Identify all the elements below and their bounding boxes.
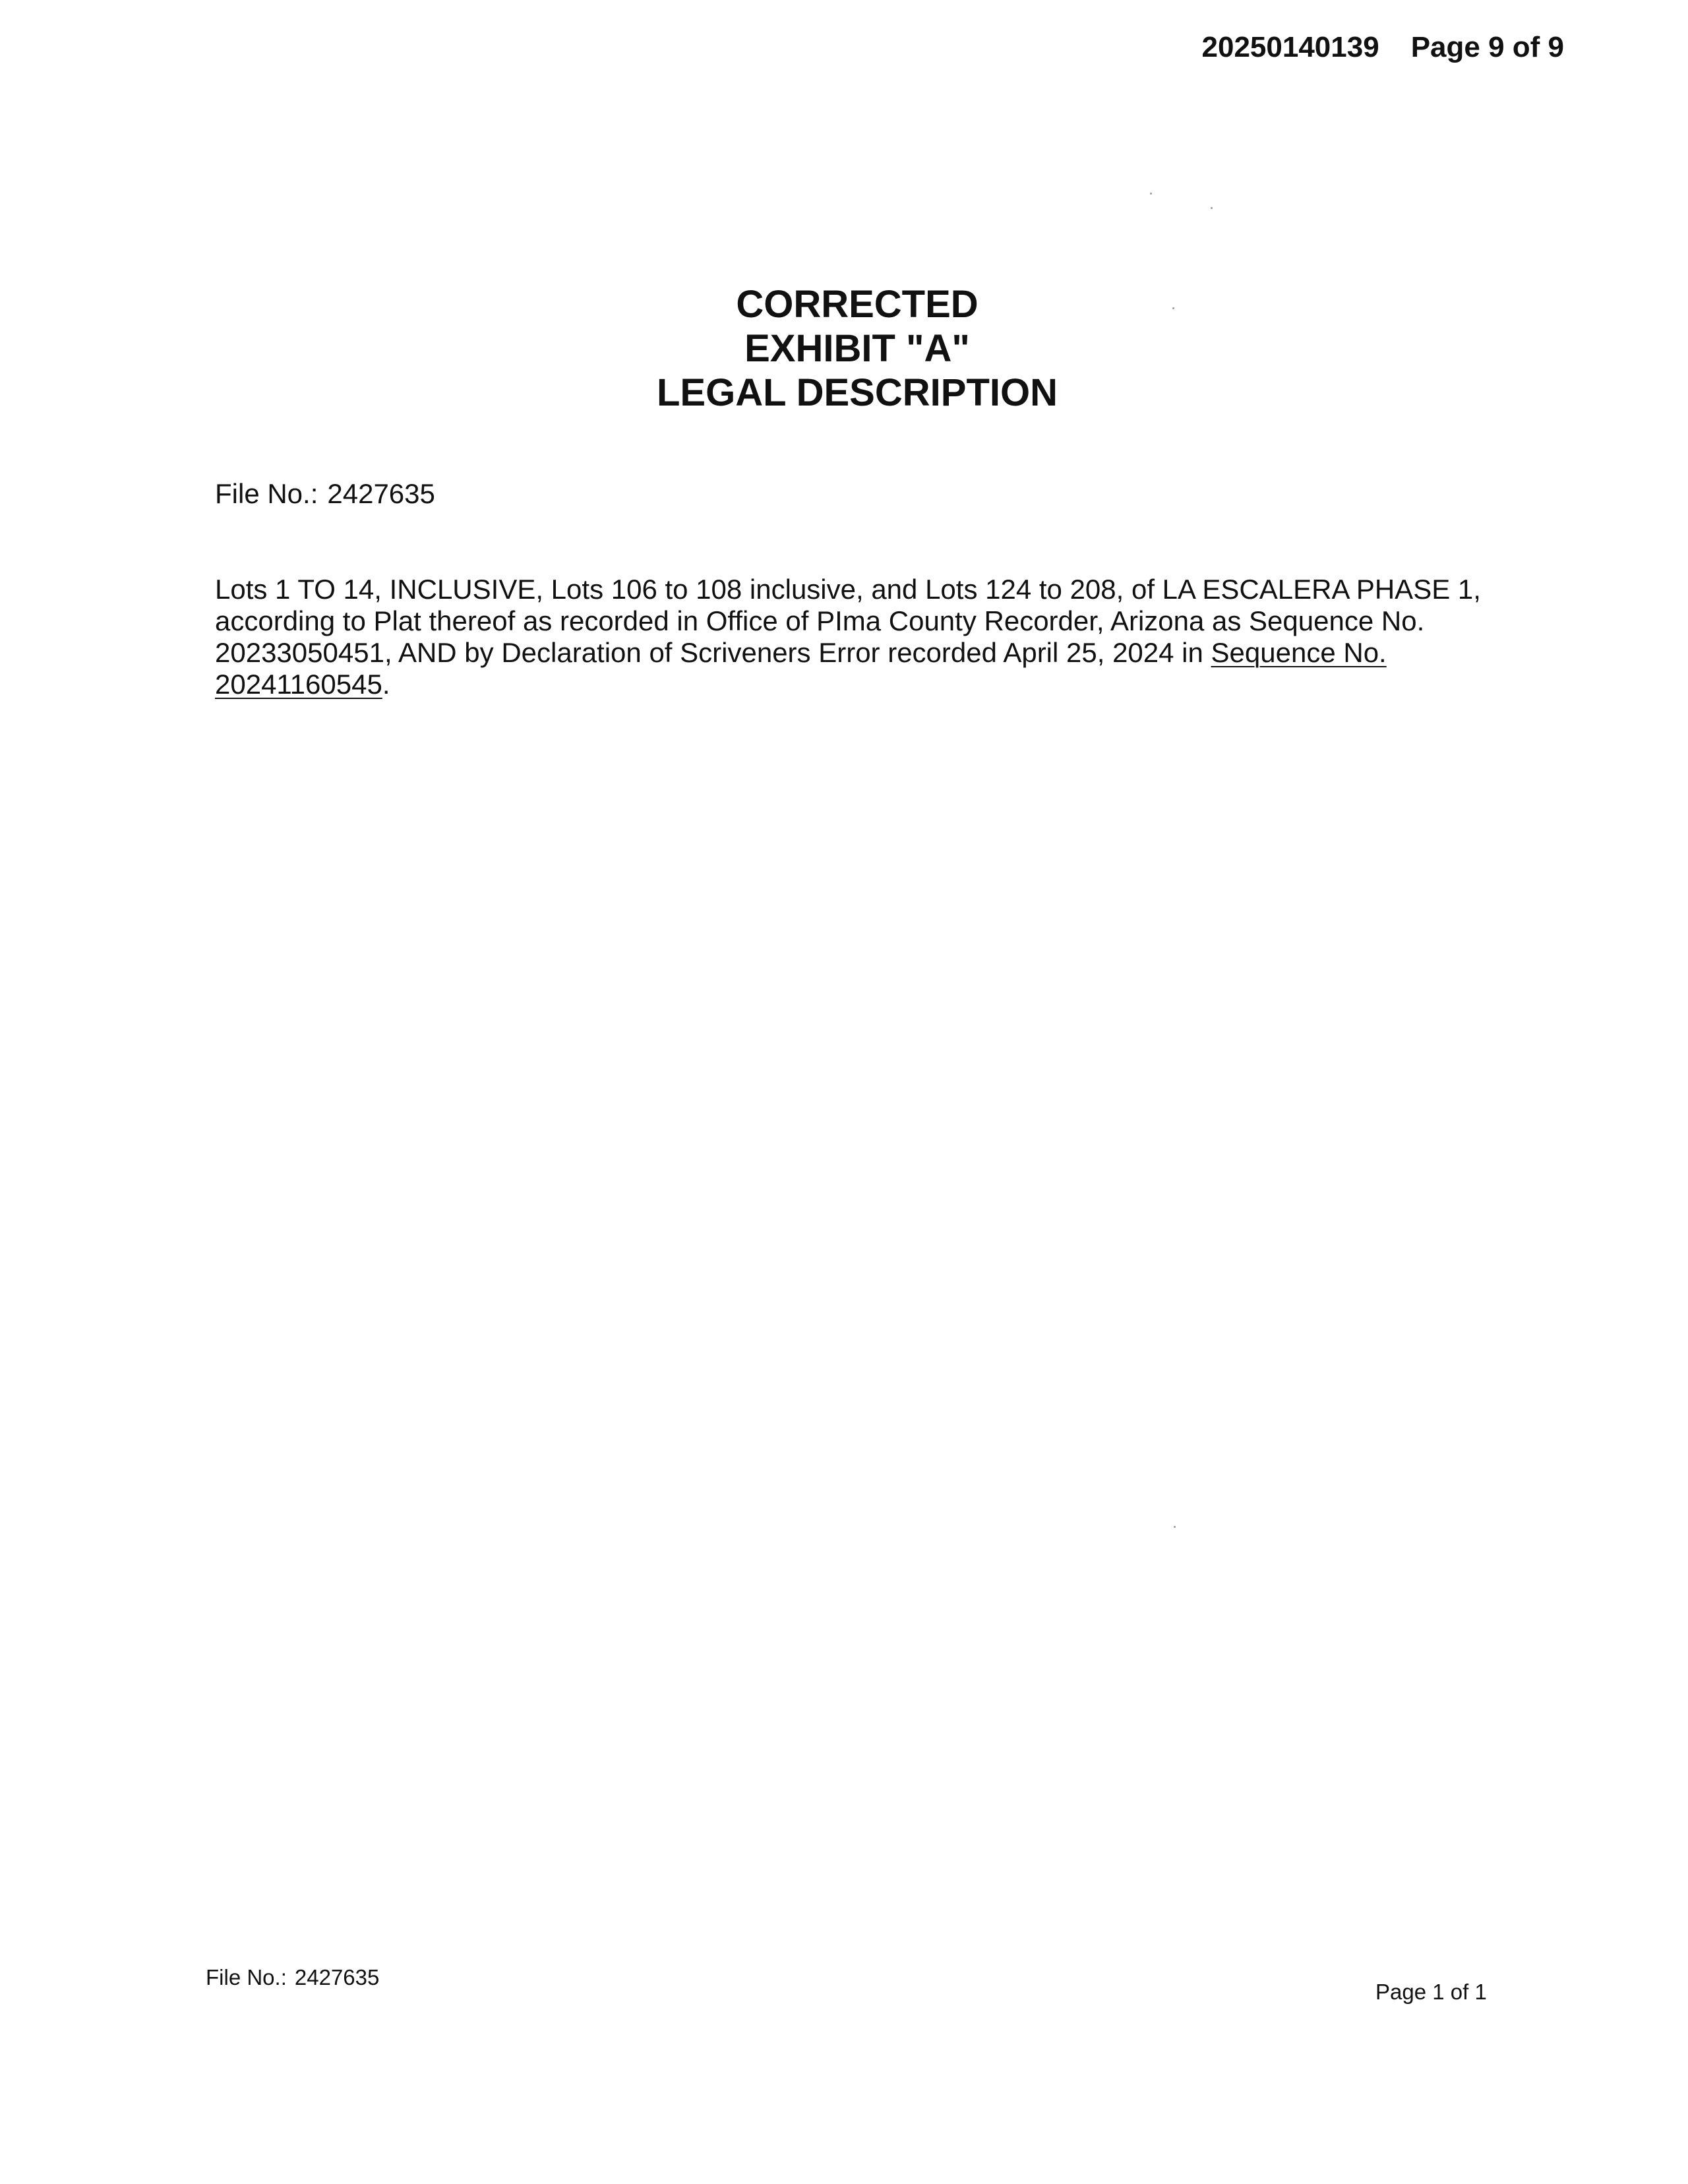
legal-line-4-tail: .: [382, 669, 390, 700]
scan-speck: [1211, 207, 1213, 209]
scan-speck: [1150, 193, 1152, 195]
title-corrected: CORRECTED: [736, 283, 979, 326]
page-indicator: Page 9 of 9: [1410, 31, 1564, 63]
scan-speck: [1172, 307, 1174, 309]
file-number-label: File No.:: [215, 478, 318, 509]
legal-line-4: [215, 669, 1534, 700]
sequence-reference-part-2: 20241160545: [215, 669, 382, 700]
legal-line-1: Lots 1 TO 14, INCLUSIVE, Lots 106 to 108 inclusive, and Lots 124 to 208, of LA ESCALERA PHASE 1,: [215, 574, 1481, 605]
file-number-line: [215, 476, 435, 512]
sequence-reference-part-1: Sequence No.: [1211, 637, 1387, 668]
title-exhibit: EXHIBIT "A": [744, 327, 970, 370]
legal-line-3-text: 20233050451, AND by Declaration of Scriveners Error recorded April 25, 2024 in: [215, 637, 1211, 668]
footer-file-number: [206, 1964, 379, 1991]
document-title: [0, 282, 1688, 415]
footer-file-value: 2427635: [294, 1965, 380, 1989]
legal-line-2: according to Plat thereof as recorded in Office of PIma County Recorder, Arizona as Sequence No.: [215, 605, 1425, 636]
title-legal-description: LEGAL DESCRIPTION: [657, 371, 1058, 414]
legal-line-3: [215, 637, 1534, 669]
file-number-value: 2427635: [327, 478, 435, 509]
footer-file-label: File No.:: [206, 1965, 287, 1989]
footer-page-indicator: Page 1 of 1: [1375, 1980, 1487, 2004]
legal-description-paragraph: [215, 574, 1534, 700]
scan-speck: [1174, 1526, 1176, 1528]
recording-number: 20250140139: [1201, 31, 1379, 63]
recording-header: [1202, 29, 1565, 66]
